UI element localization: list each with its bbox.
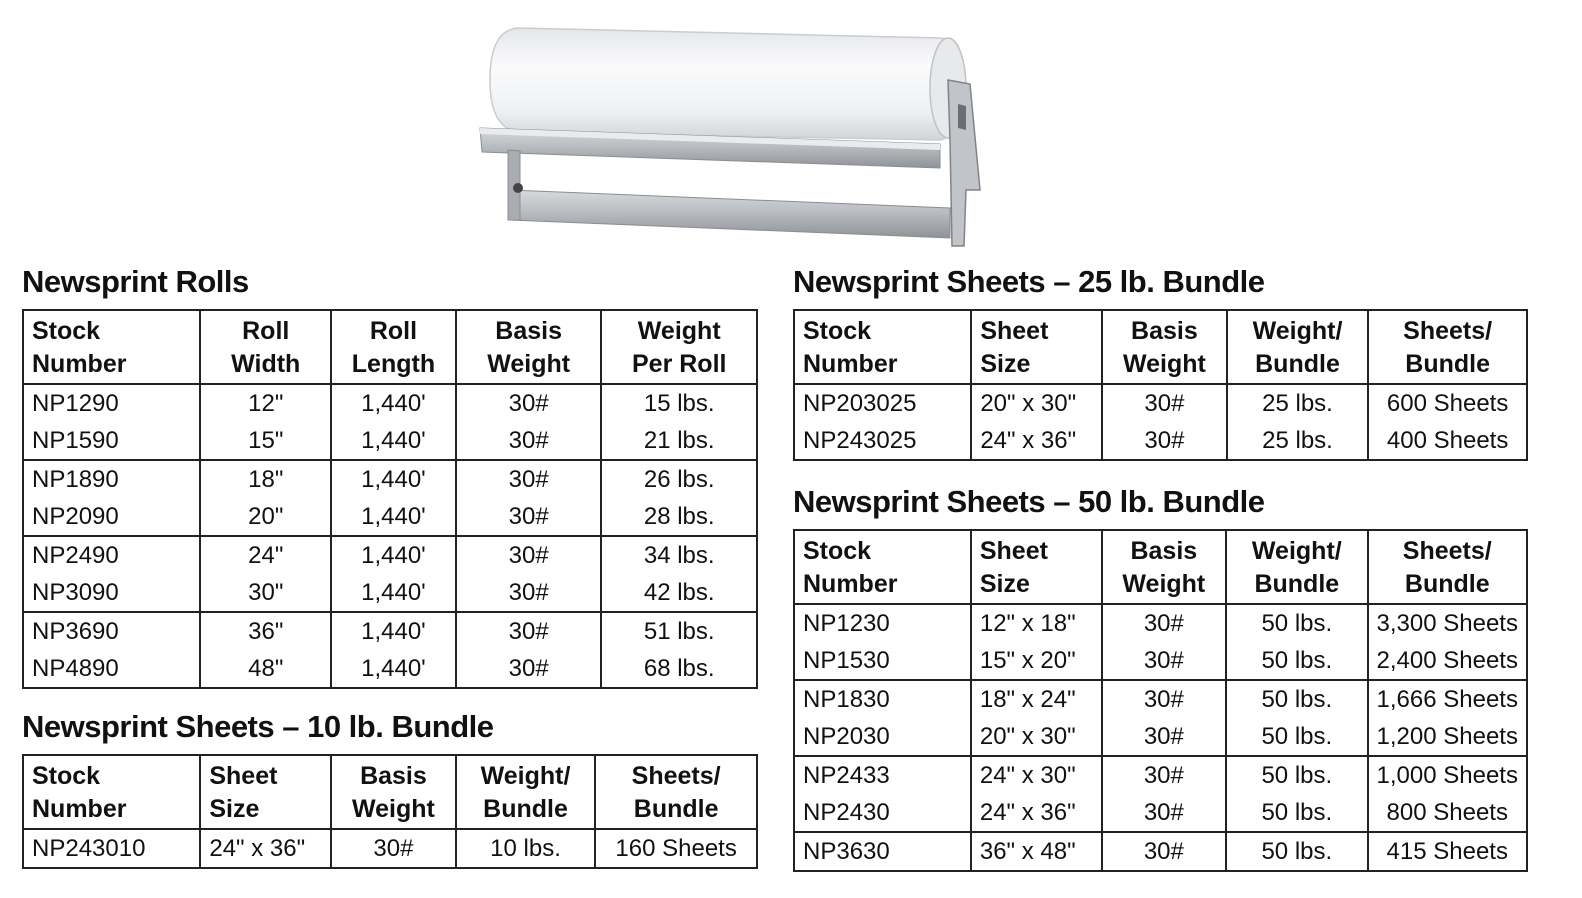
header-sheets-bundle — [595, 755, 757, 829]
sheets-bundle-cell: 160 Sheets — [595, 829, 757, 868]
header-line: Sheet — [209, 762, 278, 790]
header-roll-length — [331, 310, 456, 384]
header-line: Number — [803, 350, 898, 378]
row-group — [794, 756, 1527, 832]
header-line: Number — [32, 350, 127, 378]
header-line: Basis — [495, 317, 562, 345]
basis-weight-cell: 30# — [456, 460, 602, 498]
table-row — [794, 832, 1527, 871]
header-line: Roll — [369, 317, 418, 345]
table-row — [23, 829, 757, 868]
basis-weight-cell: 30# — [1102, 680, 1227, 718]
header-line: Bundle — [1255, 350, 1340, 378]
roll-width-cell: 48" — [200, 650, 331, 688]
table-row — [794, 756, 1527, 794]
header-line: Number — [803, 570, 898, 598]
rolls-title: Newsprint Rolls — [22, 264, 249, 299]
basis-weight-cell: 30# — [456, 536, 602, 574]
header-line: Sheet — [980, 317, 1049, 345]
header-line: Weight — [351, 795, 435, 823]
basis-weight-cell: 30# — [1102, 642, 1227, 680]
table-row — [23, 498, 757, 536]
sheets-bundle-cell: 1,200 Sheets — [1368, 718, 1527, 756]
table-row — [794, 680, 1527, 718]
header-sheet-size — [971, 530, 1102, 604]
stock-number-cell: NP3630 — [794, 832, 971, 871]
roll-width-cell: 24" — [200, 536, 331, 574]
header-line: Roll — [242, 317, 290, 345]
sheet-size-cell: 24" x 30" — [971, 756, 1102, 794]
row-group — [23, 536, 757, 612]
sheets50-title: Newsprint Sheets – 50 lb. Bundle — [793, 484, 1265, 519]
basis-weight-cell: 30# — [331, 829, 456, 868]
stock-number-cell: NP1830 — [794, 680, 971, 718]
roll-width-cell: 20" — [200, 498, 331, 536]
roll-length-cell: 1,440' — [331, 422, 456, 460]
roll-length-cell: 1,440' — [331, 384, 456, 422]
table-row — [23, 460, 757, 498]
row-group — [23, 829, 757, 868]
basis-weight-cell: 30# — [1102, 794, 1227, 832]
table-row — [23, 422, 757, 460]
row-group — [23, 612, 757, 688]
row-group — [794, 384, 1527, 460]
header-line: Weight — [637, 317, 721, 345]
weight-per-roll-cell: 51 lbs. — [601, 612, 757, 650]
table-row — [23, 612, 757, 650]
sheet-size-cell: 24" x 36" — [971, 794, 1102, 832]
weight-per-roll-cell: 15 lbs. — [601, 384, 757, 422]
header-line: Stock — [32, 762, 101, 790]
header-line: Stock — [803, 537, 872, 565]
weight-bundle-cell: 50 lbs. — [1226, 642, 1367, 680]
row-group — [794, 832, 1527, 871]
stock-number-cell: NP2090 — [23, 498, 200, 536]
rolls-table — [22, 309, 758, 689]
sheets-bundle-cell: 600 Sheets — [1368, 384, 1527, 422]
sheets-bundle-cell: 2,400 Sheets — [1368, 642, 1527, 680]
basis-weight-cell: 30# — [1102, 384, 1227, 422]
basis-weight-cell: 30# — [456, 498, 602, 536]
basis-weight-cell: 30# — [456, 422, 602, 460]
header-line: Bundle — [1405, 350, 1490, 378]
sheet-size-cell: 20" x 30" — [971, 384, 1102, 422]
header-line: Number — [32, 795, 127, 823]
header-sheets-bundle — [1368, 530, 1527, 604]
roll-length-cell: 1,440' — [331, 460, 456, 498]
header-weight-per-roll — [601, 310, 757, 384]
stock-number-cell: NP243010 — [23, 829, 200, 868]
table-row — [794, 718, 1527, 756]
weight-bundle-cell: 50 lbs. — [1226, 832, 1367, 871]
header-sheets-bundle — [1368, 310, 1527, 384]
sheets10-header-row — [23, 755, 757, 829]
header-line: Weight — [1122, 350, 1206, 378]
row-group — [794, 680, 1527, 756]
paper-roll-dispenser-icon — [470, 20, 1000, 260]
stock-number-cell: NP1290 — [23, 384, 200, 422]
header-weight-bundle — [1226, 530, 1367, 604]
header-line: Size — [980, 350, 1031, 378]
stock-number-cell: NP2490 — [23, 536, 200, 574]
table-row — [794, 422, 1527, 460]
basis-weight-cell: 30# — [1102, 422, 1227, 460]
stock-number-cell: NP4890 — [23, 650, 200, 688]
header-line: Basis — [1131, 317, 1198, 345]
stock-number-cell: NP203025 — [794, 384, 971, 422]
header-line: Sheets/ — [631, 762, 721, 790]
sheets25-table — [793, 309, 1528, 461]
header-weight-bundle — [1227, 310, 1369, 384]
header-stock-number — [794, 310, 971, 384]
header-basis-weight — [1102, 530, 1227, 604]
weight-per-roll-cell: 68 lbs. — [601, 650, 757, 688]
header-line: Bundle — [1404, 570, 1490, 598]
header-sheet-size — [971, 310, 1102, 384]
header-line: Bundle — [1254, 570, 1340, 598]
sheet-size-cell: 18" x 24" — [971, 680, 1102, 718]
weight-per-roll-cell: 28 lbs. — [601, 498, 757, 536]
header-sheet-size — [200, 755, 331, 829]
header-line: Weight/ — [480, 762, 571, 790]
basis-weight-cell: 30# — [456, 574, 602, 612]
header-line: Size — [979, 570, 1030, 598]
header-roll-width — [200, 310, 331, 384]
header-basis-weight — [456, 310, 602, 384]
sheets50-header-row — [794, 530, 1527, 604]
sheets-bundle-cell: 400 Sheets — [1368, 422, 1527, 460]
header-line: Weight — [487, 350, 571, 378]
stock-number-cell: NP3690 — [23, 612, 200, 650]
header-stock-number — [794, 530, 971, 604]
sheets-bundle-cell: 3,300 Sheets — [1368, 604, 1527, 642]
stock-number-cell: NP1530 — [794, 642, 971, 680]
sheets10-table — [22, 754, 758, 869]
header-line: Weight — [1122, 570, 1206, 598]
table-row — [794, 604, 1527, 642]
basis-weight-cell: 30# — [1102, 832, 1227, 871]
header-basis-weight — [331, 755, 456, 829]
roll-width-cell: 18" — [200, 460, 331, 498]
stock-number-cell: NP1230 — [794, 604, 971, 642]
sheets-bundle-cell: 800 Sheets — [1368, 794, 1527, 832]
stock-number-cell: NP2030 — [794, 718, 971, 756]
header-line: Width — [231, 350, 301, 378]
rolls-header-row — [23, 310, 757, 384]
stock-number-cell: NP3090 — [23, 574, 200, 612]
roll-length-cell: 1,440' — [331, 612, 456, 650]
basis-weight-cell: 30# — [456, 650, 602, 688]
basis-weight-cell: 30# — [1102, 604, 1227, 642]
weight-bundle-cell: 25 lbs. — [1227, 384, 1369, 422]
roll-width-cell: 12" — [200, 384, 331, 422]
roll-width-cell: 15" — [200, 422, 331, 460]
roll-length-cell: 1,440' — [331, 498, 456, 536]
stock-number-cell: NP1590 — [23, 422, 200, 460]
header-line: Bundle — [633, 795, 719, 823]
sheets50-table — [793, 529, 1528, 872]
header-line: Per Roll — [631, 350, 727, 378]
header-line: Stock — [803, 317, 872, 345]
sheet-size-cell: 36" x 48" — [971, 832, 1102, 871]
roll-length-cell: 1,440' — [331, 650, 456, 688]
header-line: Weight/ — [1252, 317, 1343, 345]
weight-per-roll-cell: 21 lbs. — [601, 422, 757, 460]
sheets10-title: Newsprint Sheets – 10 lb. Bundle — [22, 709, 494, 744]
header-line: Sheet — [979, 537, 1048, 565]
header-line: Sheets/ — [1403, 317, 1493, 345]
sheet-size-cell: 24" x 36" — [200, 829, 331, 868]
row-group — [794, 604, 1527, 680]
table-row — [794, 642, 1527, 680]
sheets-bundle-cell: 1,000 Sheets — [1368, 756, 1527, 794]
header-line: Basis — [1130, 537, 1198, 565]
roll-width-cell: 36" — [200, 612, 331, 650]
basis-weight-cell: 30# — [1102, 718, 1227, 756]
header-stock-number — [23, 755, 200, 829]
row-group — [23, 384, 757, 460]
sheet-size-cell: 12" x 18" — [971, 604, 1102, 642]
weight-bundle-cell: 50 lbs. — [1226, 794, 1367, 832]
weight-bundle-cell: 50 lbs. — [1226, 680, 1367, 718]
roll-width-cell: 30" — [200, 574, 331, 612]
stock-number-cell: NP2433 — [794, 756, 971, 794]
basis-weight-cell: 30# — [456, 384, 602, 422]
header-basis-weight — [1102, 310, 1227, 384]
header-line: Length — [351, 350, 436, 378]
weight-bundle-cell: 50 lbs. — [1226, 604, 1367, 642]
header-line: Stock — [32, 317, 101, 345]
table-row — [23, 384, 757, 422]
sheets25-title: Newsprint Sheets – 25 lb. Bundle — [793, 264, 1265, 299]
table-row — [794, 384, 1527, 422]
weight-per-roll-cell: 34 lbs. — [601, 536, 757, 574]
stock-number-cell: NP243025 — [794, 422, 971, 460]
sheets-bundle-cell: 415 Sheets — [1368, 832, 1527, 871]
header-line: Size — [209, 795, 260, 823]
header-line: Sheets/ — [1402, 537, 1492, 565]
weight-bundle-cell: 50 lbs. — [1226, 756, 1367, 794]
sheets25-header-row — [794, 310, 1527, 384]
row-group — [23, 460, 757, 536]
table-row — [23, 574, 757, 612]
table-row — [23, 536, 757, 574]
weight-per-roll-cell: 26 lbs. — [601, 460, 757, 498]
basis-weight-cell: 30# — [456, 612, 602, 650]
header-weight-bundle — [456, 755, 596, 829]
header-line: Weight/ — [1251, 537, 1342, 565]
roll-length-cell: 1,440' — [331, 536, 456, 574]
header-stock-number — [23, 310, 200, 384]
sheet-size-cell: 20" x 30" — [971, 718, 1102, 756]
sheet-size-cell: 15" x 20" — [971, 642, 1102, 680]
table-row — [23, 650, 757, 688]
stock-number-cell: NP1890 — [23, 460, 200, 498]
roll-length-cell: 1,440' — [331, 574, 456, 612]
stock-number-cell: NP2430 — [794, 794, 971, 832]
basis-weight-cell: 30# — [1102, 756, 1227, 794]
weight-bundle-cell: 10 lbs. — [456, 829, 596, 868]
sheets-bundle-cell: 1,666 Sheets — [1368, 680, 1527, 718]
weight-per-roll-cell: 42 lbs. — [601, 574, 757, 612]
sheet-size-cell: 24" x 36" — [971, 422, 1102, 460]
header-line: Basis — [360, 762, 427, 790]
header-line: Bundle — [483, 795, 568, 823]
weight-bundle-cell: 25 lbs. — [1227, 422, 1369, 460]
table-row — [794, 794, 1527, 832]
weight-bundle-cell: 50 lbs. — [1226, 718, 1367, 756]
